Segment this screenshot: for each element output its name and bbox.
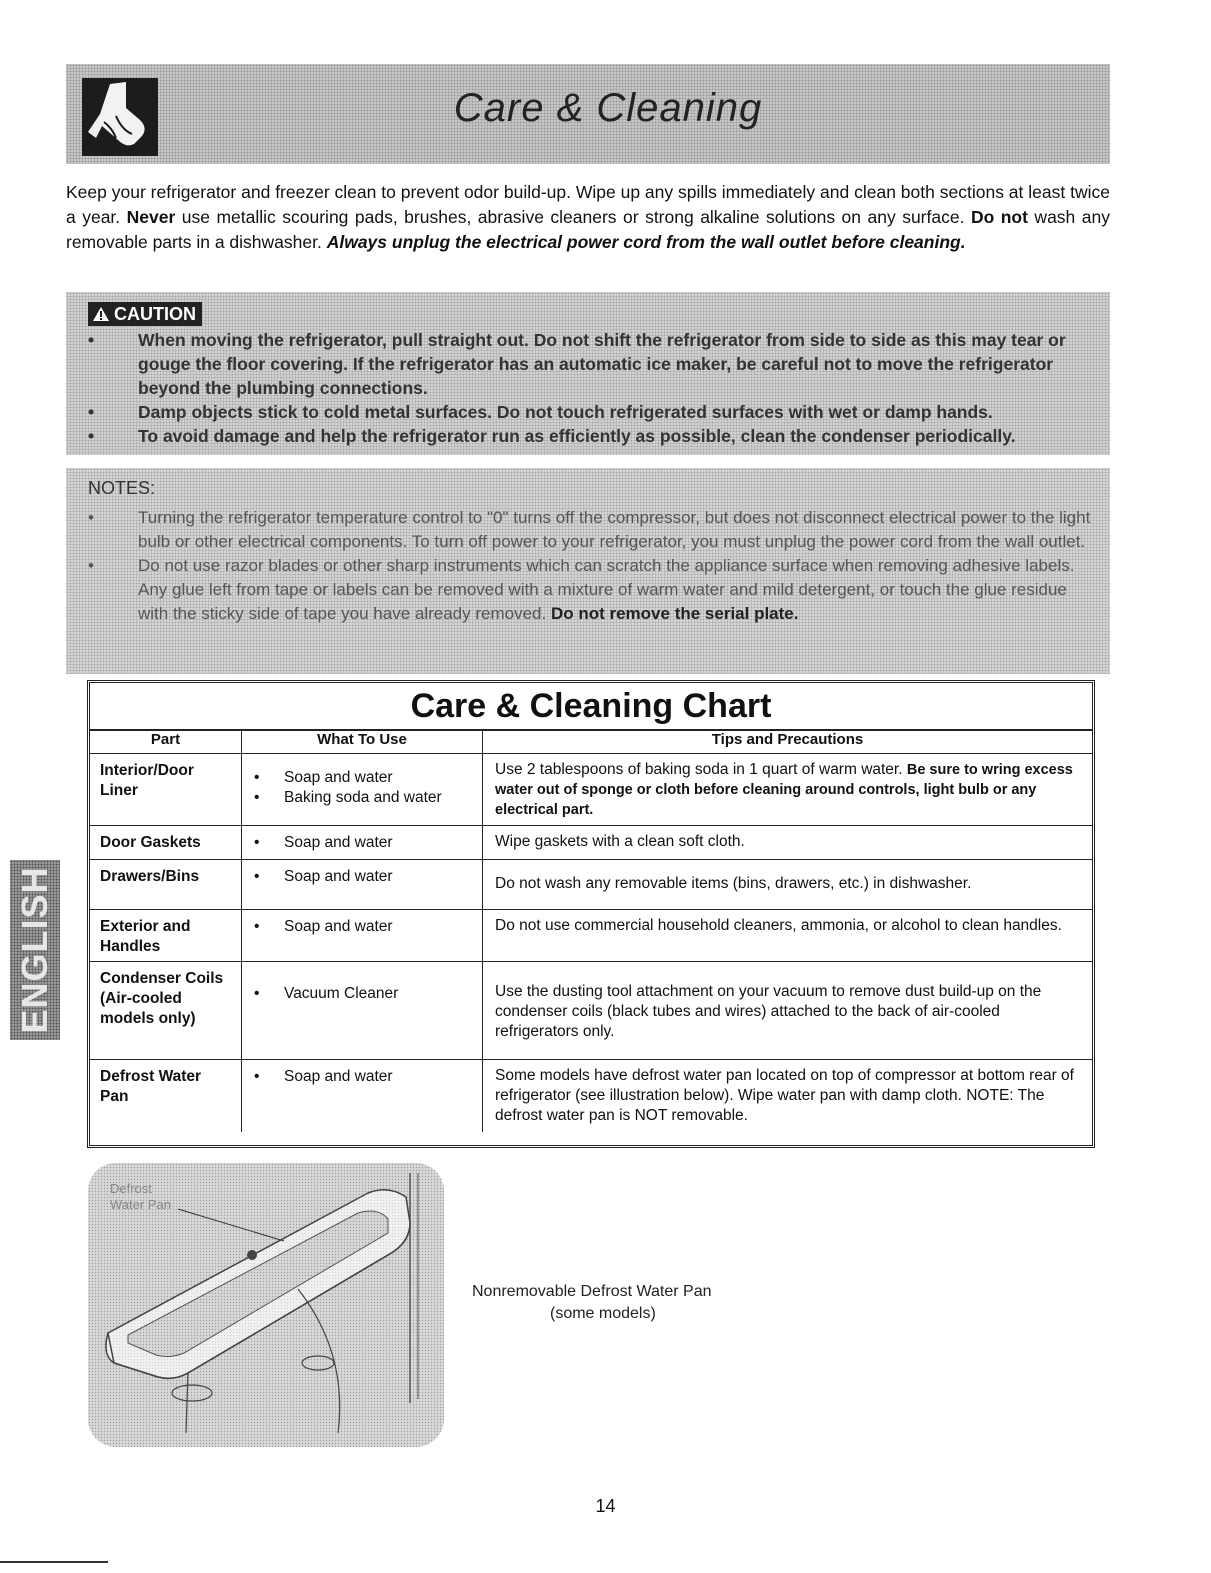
bullet: •: [254, 1068, 260, 1085]
intro-text-3: wash any removable parts in a dishwasher.: [66, 207, 1110, 252]
bullet: •: [254, 834, 260, 851]
caution-box: [66, 292, 1110, 455]
chart-title: Care & Cleaning Chart: [90, 683, 1092, 730]
illustration-label-line1: Defrost: [110, 1181, 152, 1196]
caution-item-text: To avoid damage and help the refrigerator run as efficiently as possible, clean the condenser periodically.: [138, 426, 1016, 446]
page-number: 14: [595, 1496, 616, 1516]
bullet: •: [254, 769, 260, 786]
bullet: •: [88, 402, 95, 422]
part-cell: Interior/Door Liner: [90, 754, 242, 826]
language-tab: [10, 860, 60, 1040]
bullet: •: [254, 985, 260, 1002]
tips-cell: Do not wash any removable items (bins, drawers, etc.) in dishwasher.: [483, 860, 1093, 910]
header-part: Part: [90, 731, 242, 754]
use-item-text: Soap and water: [284, 769, 393, 786]
header-tips: Tips and Precautions: [483, 731, 1093, 754]
footer-rule: [0, 1561, 108, 1563]
intro-unplug-warning: Always unplug the electrical power cord from the wall outlet before cleaning.: [326, 232, 966, 252]
bullet: •: [88, 508, 94, 527]
use-item: [252, 768, 476, 788]
intro-do-not: Do not: [970, 207, 1028, 227]
part-cell: Drawers/Bins: [90, 860, 242, 910]
caption-line-1: Nonremovable Defrost Water Pan: [472, 1283, 712, 1300]
use-cell: [242, 754, 483, 826]
warning-triangle-icon: [92, 306, 110, 322]
note-item: [86, 554, 1098, 626]
intro-paragraph: [66, 180, 1110, 255]
use-item: [252, 984, 476, 1004]
bullet: •: [254, 789, 260, 806]
use-item-text: Soap and water: [284, 1068, 393, 1085]
header-banner: [66, 64, 1110, 164]
tips-cell: Some models have defrost water pan located on top of compressor at bottom rear of refrigerator (see illustration below). Wipe water pan with damp cloth. NOTE: The defrost water pan is NOT removable.: [483, 1060, 1093, 1132]
intro-never: Never: [126, 207, 176, 227]
caption-line-2: (some models): [550, 1305, 656, 1322]
use-cell: [242, 860, 483, 910]
tips-cell: [483, 754, 1093, 826]
part-cell: Condenser Coils (Air-cooled models only): [90, 962, 242, 1060]
tips-cell: Do not use commercial household cleaners, ammonia, or alcohol to clean handles.: [483, 910, 1093, 962]
use-cell: [242, 962, 483, 1060]
bullet: •: [254, 868, 260, 885]
use-item-text: Soap and water: [284, 918, 393, 935]
use-item-text: Soap and water: [284, 868, 393, 885]
caution-item: [86, 328, 1098, 400]
bullet: •: [88, 556, 94, 575]
notes-heading: NOTES:: [88, 478, 156, 498]
table-row: [90, 962, 1092, 1060]
part-cell: Exterior and Handles: [90, 910, 242, 962]
note-item-bold: Do not remove the serial plate.: [550, 604, 799, 623]
tips-cell: Wipe gaskets with a clean soft cloth.: [483, 826, 1093, 860]
caution-list: [86, 328, 1098, 448]
illustration-label-line2: Water Pan: [110, 1197, 171, 1212]
use-item-text: Vacuum Cleaner: [284, 985, 399, 1002]
table-row: [90, 826, 1092, 860]
page-title: Care & Cleaning: [453, 86, 763, 130]
defrost-water-pan-illustration: [88, 1163, 444, 1447]
tips-text-bold: Be sure to wring excess water out of sponge or cloth before cleaning around controls, light bulb or any electrical part.: [495, 762, 1073, 818]
part-cell: Defrost Water Pan: [90, 1060, 242, 1132]
note-item-text: Turning the refrigerator temperature control to "0" turns off the compressor, but does not disconnect electrical power to the light bulb or other electrical components. To turn off power to your refrigerator, you must unplug the power cord from the wall outlet.: [138, 508, 1091, 551]
use-cell: [242, 826, 483, 860]
table-row: [90, 860, 1092, 910]
caution-item-text: When moving the refrigerator, pull straight out. Do not shift the refrigerator from side to side as this may tear or gouge the floor covering. If the refrigerator has an automatic ice maker, be careful not to move the refrigerator beyond the plumbing connections.: [138, 330, 1066, 398]
language-tab-label: ENGLISH: [14, 866, 55, 1034]
use-item: [252, 867, 476, 887]
part-cell: Door Gaskets: [90, 826, 242, 860]
tips-text: Use 2 tablespoons of baking soda in 1 quart of warm water.: [495, 761, 907, 778]
illustration-caption: [472, 1281, 772, 1325]
notes-list: [86, 506, 1098, 626]
intro-text-1: Keep your refrigerator and freezer clean to prevent odor build-up. Wipe up any spills immediately and clean both sections at least twice a year.: [66, 182, 1110, 227]
bullet: •: [88, 330, 95, 350]
intro-text-2: use metallic scouring pads, brushes, abrasive cleaners or strong alkaline solutions on any surface.: [175, 207, 971, 227]
use-item: [252, 788, 476, 808]
table-row: [90, 754, 1092, 826]
note-item-text: Do not use razor blades or other sharp instruments which can scratch the appliance surface when removing adhesive labels. Any glue left from tape or labels can be removed with a mixture of warm water and mild detergent, or touch the glue residue with the sticky side of tape you have already removed.: [138, 556, 1075, 623]
use-item-text: Soap and water: [284, 834, 393, 851]
table-row: [90, 1060, 1092, 1132]
caution-item: [86, 424, 1098, 448]
notes-box: [66, 468, 1110, 674]
care-cleaning-chart: [87, 680, 1095, 1148]
bullet: •: [88, 426, 95, 446]
bullet: •: [254, 918, 260, 935]
tips-cell: Use the dusting tool attachment on your vacuum to remove dust build-up on the condenser coils (black tubes and wires) attached to the back of air-cooled refrigerators only.: [483, 962, 1093, 1060]
table-row: [90, 910, 1092, 962]
use-item: [252, 917, 476, 937]
use-item: [252, 1067, 476, 1087]
note-item: [86, 506, 1098, 554]
use-item: [252, 833, 476, 853]
caution-label: CAUTION: [114, 303, 196, 324]
table-header-row: [90, 731, 1092, 754]
caution-badge: [88, 302, 202, 326]
use-cell: [242, 1060, 483, 1132]
caution-item: [86, 400, 1098, 424]
caution-item-text: Damp objects stick to cold metal surfaces. Do not touch refrigerated surfaces with wet or damp hands.: [138, 402, 993, 422]
chart-table: [90, 730, 1092, 1132]
header-what-to-use: What To Use: [242, 731, 483, 754]
use-item-text: Baking soda and water: [284, 789, 442, 806]
use-cell: [242, 910, 483, 962]
